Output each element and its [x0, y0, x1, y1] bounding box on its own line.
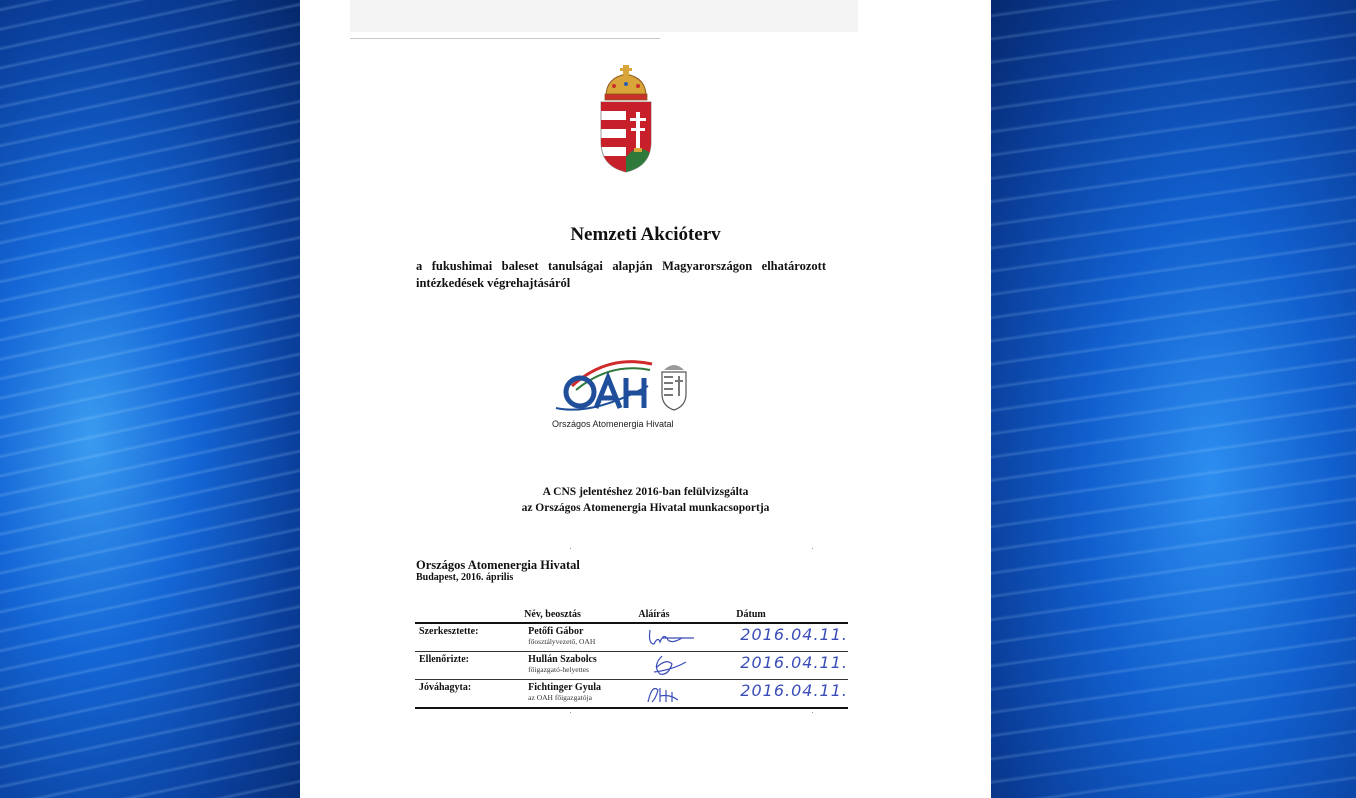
header-role — [415, 608, 524, 623]
person-name: Fichtinger Gyula — [528, 682, 602, 693]
oah-logo-caption: Országos Atomenergia Hivatal — [552, 419, 674, 429]
review-statement — [300, 484, 991, 516]
header-signature: Aláírás — [638, 608, 736, 623]
signature-scribble — [642, 626, 702, 648]
date-cell — [736, 623, 848, 652]
role-cell: Szerkesztette: — [415, 623, 524, 652]
scan-speck — [812, 712, 813, 713]
hungarian-coat-of-arms-icon — [598, 62, 654, 174]
oah-logo-icon — [552, 356, 692, 418]
signature-cell — [638, 652, 736, 680]
scan-shade — [350, 0, 858, 32]
role-cell: Jóváhagyta: — [415, 680, 524, 709]
name-cell — [524, 652, 638, 680]
background-left-panel — [0, 0, 300, 798]
role-cell: Ellenőrizte: — [415, 652, 524, 680]
person-name: Hullán Szabolcs — [528, 654, 597, 665]
document-page — [300, 0, 991, 798]
date-cell — [736, 652, 848, 680]
header-date: Dátum — [736, 608, 848, 623]
handwritten-date: 2016.04.11. — [740, 653, 848, 672]
organization-name: Országos Atomenergia Hivatal — [416, 558, 580, 572]
background-right-panel — [991, 0, 1356, 798]
date-cell — [736, 680, 848, 709]
name-cell — [524, 680, 638, 709]
place-date: Budapest, 2016. április — [416, 572, 514, 583]
scan-speck — [570, 548, 571, 549]
review-line-2: az Országos Atomenergia Hivatal munkacsoportja — [521, 502, 770, 514]
signature-table — [415, 608, 848, 709]
scan-edge-line — [350, 38, 660, 39]
signature-cell — [638, 623, 736, 652]
signature-scribble — [642, 682, 702, 704]
signature-cell — [638, 680, 736, 709]
scan-speck — [570, 712, 571, 713]
table-row — [415, 652, 848, 680]
signature-scribble — [642, 654, 702, 676]
handwritten-date: 2016.04.11. — [740, 625, 848, 644]
review-line-1: A CNS jelentéshez 2016-ban felülvizsgálta — [542, 486, 749, 498]
name-cell — [524, 623, 638, 652]
table-row — [415, 623, 848, 652]
table-row — [415, 680, 848, 709]
handwritten-date: 2016.04.11. — [740, 681, 848, 700]
person-position: főigazgató-helyettes — [528, 665, 589, 674]
person-position: az OAH főigazgatója — [528, 693, 592, 702]
document-title: Nemzeti Akcióterv — [570, 224, 721, 245]
signature-table-header — [415, 608, 848, 623]
person-name: Petőfi Gábor — [528, 626, 584, 637]
document-subtitle: a fukushimai baleset tanulságai alapján Magyarországon elhatározott intézkedések végrehajtásáról — [416, 259, 826, 290]
header-name: Név, beosztás — [524, 608, 638, 623]
person-position: főosztályvezető, OAH — [528, 637, 596, 646]
scan-speck — [812, 548, 813, 549]
